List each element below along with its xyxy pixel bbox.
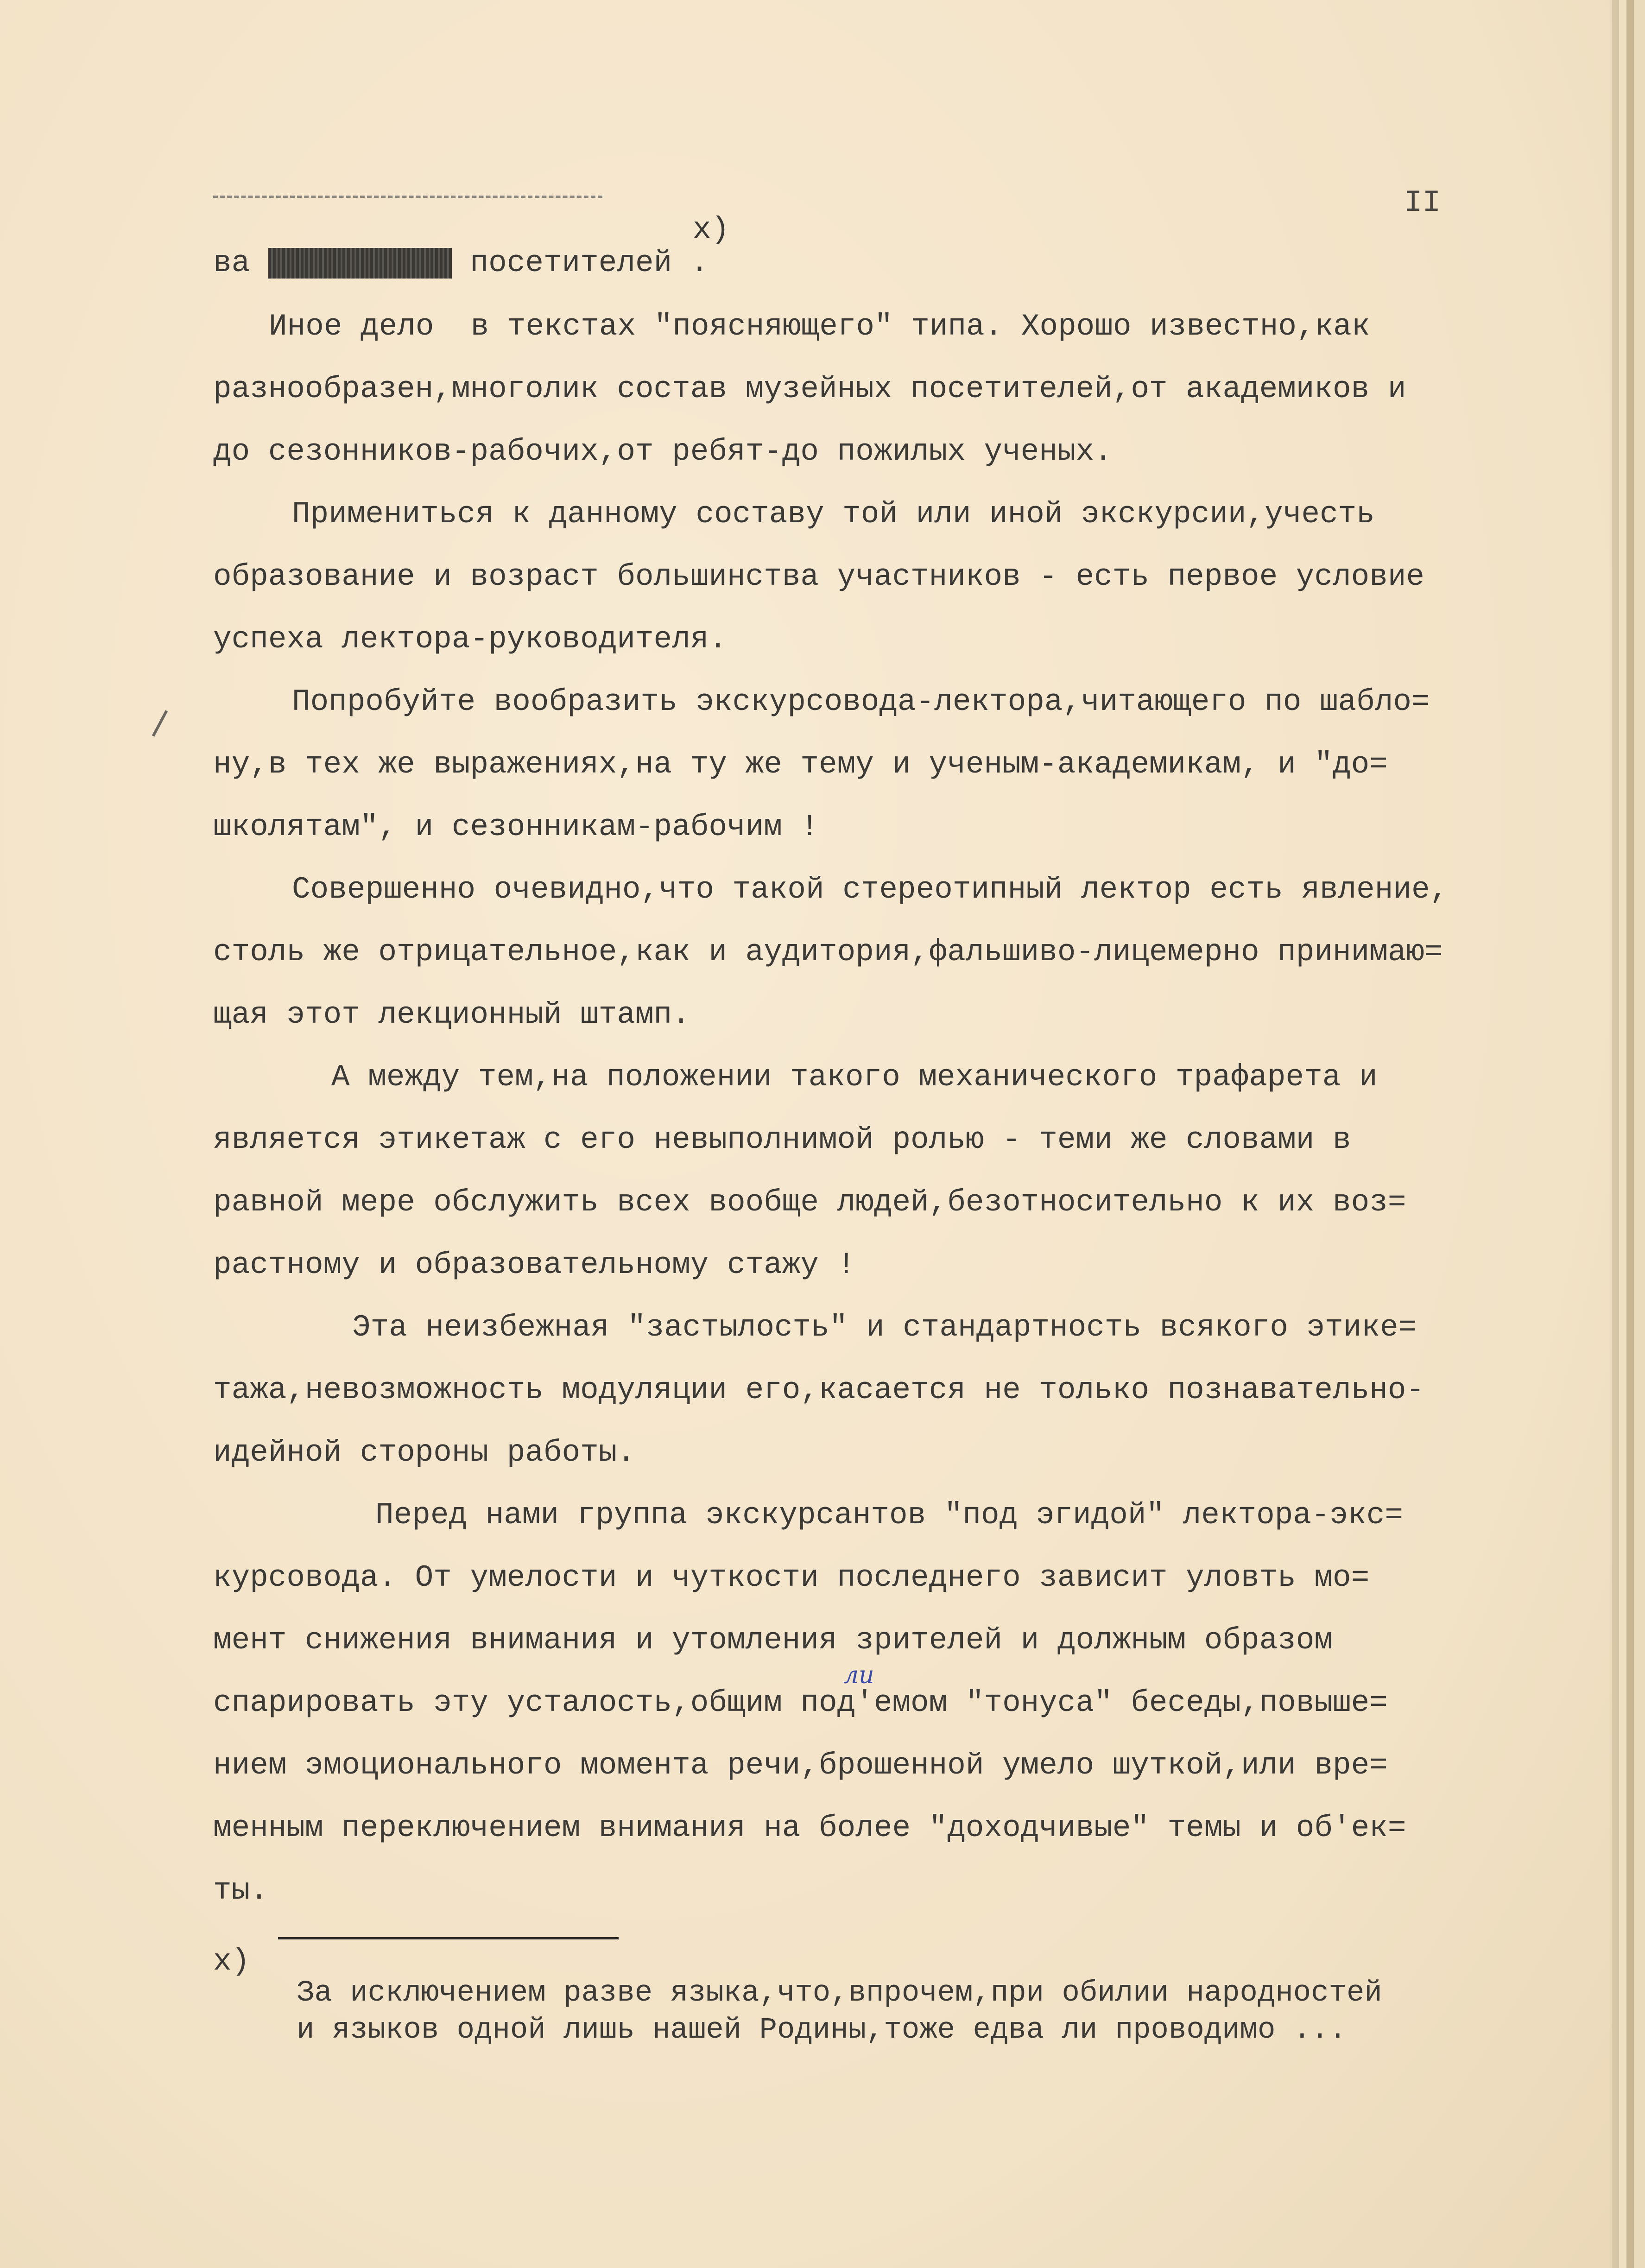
text-line-2: Иное дело в текстах "поясняющего" типа. Хорошо известно,как bbox=[269, 309, 1370, 344]
text-line-18: Эта неизбежная "застылость" и стандартность всякого этике= bbox=[352, 1310, 1417, 1345]
text-line-11: Совершенно очевидно,что такой стереотипный лектор есть явление, bbox=[292, 872, 1449, 907]
footnote-reference-mark: х) bbox=[693, 212, 730, 247]
struck-out-word bbox=[268, 248, 452, 279]
text-line-23: мент снижения внимания и утомления зрителей и должным образом bbox=[213, 1623, 1333, 1658]
text-line-24: спарировать эту усталость,общим под'емом "тонуса" беседы,повыше= bbox=[213, 1685, 1388, 1720]
text-line-4: до сезонников-рабочих,от ребят-до пожилых ученых. bbox=[213, 434, 1113, 469]
text-line-1 bbox=[213, 248, 709, 279]
text-line-17: растному и образовательному стажу ! bbox=[213, 1248, 856, 1282]
text-line-6: образование и возраст большинства участников - есть первое условие bbox=[213, 559, 1425, 594]
text-line-13: щая этот лекционный штамп. bbox=[213, 997, 690, 1032]
text-line-9: ну,в тех же выражениях,на ту же тему и ученым-академикам, и "до= bbox=[213, 747, 1388, 782]
text-line-22: курсовода. От умелости и чуткости последнего зависит уловть мо= bbox=[213, 1560, 1370, 1595]
text-line-10: школятам", и сезонникам-рабочим ! bbox=[213, 810, 819, 844]
page-number: II bbox=[1404, 185, 1441, 220]
footnote-separator bbox=[278, 1937, 619, 1939]
text-line-3: разнообразен,многолик состав музейных посетителей,от академиков и bbox=[213, 372, 1406, 406]
text-line-27: ты. bbox=[213, 1873, 268, 1908]
stacked-page-edge bbox=[1634, 0, 1645, 2268]
text-line-20: идейной стороны работы. bbox=[213, 1435, 635, 1470]
text-line-21: Перед нами группа экскурсантов "под эгидой" лектора-экс= bbox=[375, 1498, 1403, 1533]
pencil-tick-mark bbox=[152, 710, 168, 737]
text-line-1-start: ва bbox=[213, 246, 268, 280]
footnote-line-2: и языков одной лишь нашей Родины,тоже едва ли проводимо ... bbox=[297, 2014, 1347, 2047]
faint-header-rule bbox=[213, 196, 602, 198]
stacked-page-edge bbox=[1619, 0, 1626, 2268]
text-line-5: Примениться к данному составу той или иной экскурсии,учесть bbox=[292, 497, 1375, 532]
text-line-12: столь же отрицательное,как и аудитория,фальшиво-лицемерно принимаю= bbox=[213, 935, 1443, 969]
text-line-19: тажа,невозможность модуляции его,касается не только познавательно- bbox=[213, 1373, 1425, 1407]
text-line-1-end: посетителей . bbox=[451, 246, 709, 280]
text-line-8: Попробуйте вообразить экскурсовода-лектора,читающего по шабло= bbox=[292, 684, 1430, 719]
stacked-page-edge bbox=[1626, 0, 1634, 2268]
footnote-line-1: За исключением разве языка,что,впрочем,при обилии народностей bbox=[297, 1977, 1382, 2010]
text-line-7: успеха лектора-руководителя. bbox=[213, 622, 727, 657]
stacked-page-edge bbox=[1612, 0, 1619, 2268]
text-line-25: нием эмоционального момента речи,брошенной умело шуткой,или вре= bbox=[213, 1748, 1388, 1783]
text-line-16: равной мере обслужить всех вообще людей,безотносительно к их воз= bbox=[213, 1185, 1406, 1220]
text-line-14: А между тем,на положении такого механического трафарета и bbox=[331, 1060, 1378, 1095]
text-line-15: является этикетаж с его невыполнимой ролью - теми же словами в bbox=[213, 1122, 1351, 1157]
text-line-26: менным переключением внимания на более "доходчивые" темы и об'ек= bbox=[213, 1811, 1406, 1845]
footnote-marker: х) bbox=[213, 1944, 250, 1979]
handwritten-insertion: ли bbox=[843, 1661, 874, 1689]
